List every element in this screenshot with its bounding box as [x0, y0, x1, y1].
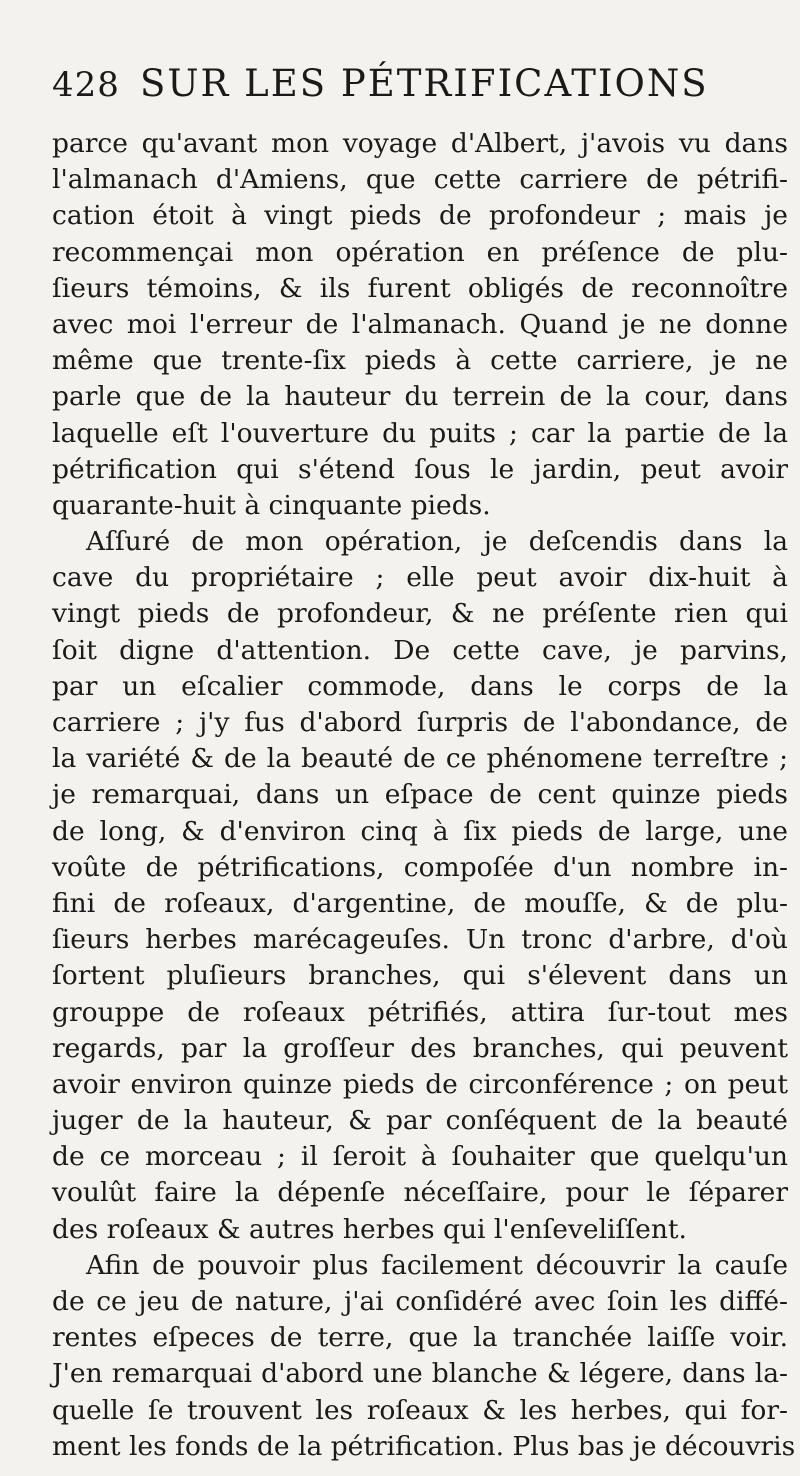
text-line: juger de la hauteur, & par conſéquent de la beauté [52, 1105, 788, 1137]
text-line: ſortent pluſieurs branches, qui s'élevent dans un [52, 960, 788, 992]
paragraph [52, 1248, 796, 1465]
paragraph [52, 126, 788, 524]
text-line: J'en remarquai d'abord une blanche & légere, dans la- [52, 1358, 788, 1390]
paragraph [52, 524, 788, 1248]
text-line: même que trente-ſix pieds à cette carriere, je ne [52, 345, 788, 377]
page-number: 428 [52, 65, 120, 105]
text-line: de long, & d'environ cinq à ſix pieds de large, une [52, 815, 788, 847]
text-line: cation étoit à vingt pieds de profondeur ; mais je [52, 200, 788, 232]
text-line: parce qu'avant mon voyage d'Albert, j'avois vu dans [52, 128, 788, 159]
text-line: recommençai mon opération en préſence de plu- [52, 236, 788, 268]
text-line: l'almanach d'Amiens, que cette carriere de pétrifi- [52, 164, 788, 196]
text-line: rentes eſpeces de terre, que la tranchée laiſſe voir. [52, 1322, 788, 1354]
text-line: carriere ; j'y fus d'abord ſurpris de l'abondance, de [52, 707, 788, 738]
text-line: ment les fonds de la pétrification. Plus bas je découvris [52, 1430, 796, 1462]
text-line: ſoit digne d'attention. De cette cave, je parvins, [52, 634, 788, 666]
text-line: ſieurs herbes marécageuſes. Un tronc d'arbre, d'où [52, 924, 788, 956]
text-line: cave du propriétaire ; elle peut avoir dix-huit à [52, 562, 788, 594]
running-title: SUR LES PÉTRIFICATIONS [140, 62, 709, 105]
text-line: avoir environ quinze pieds de circonférence ; on peut [52, 1068, 788, 1100]
text-line: de ce morceau ; il ſeroit à ſouhaiter que quelqu'un [52, 1141, 788, 1173]
text-line: par un eſcalier commode, dans le corps de la [52, 670, 788, 702]
text-line: fini de roſeaux, d'argentine, de mouſſe, & de plu- [52, 887, 788, 919]
text-line: vingt pieds de profondeur, & ne préſente rien qui [52, 598, 788, 630]
running-head [52, 62, 788, 126]
text-line: voûte de pétrifications, compoſée d'un nombre in- [52, 851, 788, 883]
text-line: ſieurs témoins, & ils furent obligés de reconnoître [52, 272, 788, 304]
text-line: grouppe de roſeaux pétrifiés, attira ſur-tout mes [52, 996, 788, 1028]
text-line: la variété & de la beauté de ce phénomene terreſtre ; [52, 743, 788, 775]
text-line: de ce jeu de nature, j'ai conſidéré avec ſoin les diffé- [52, 1286, 788, 1317]
text-line: Afin de pouvoir plus facilement découvrir la cauſe [86, 1249, 788, 1281]
body-text [52, 126, 796, 1465]
text-line: voulût faire la dépenſe néceſſaire, pour le ſéparer [52, 1177, 788, 1209]
text-line: laquelle eſt l'ouverture du puits ; car la partie de la [52, 417, 788, 449]
text-line: pétrification qui s'étend ſous le jardin, peut avoir [52, 453, 788, 485]
text-line: parle que de la hauteur du terrein de la cour, dans [52, 381, 788, 413]
text-line: Aſſuré de mon opération, je deſcendis dans la [86, 526, 788, 558]
text-line: quelle ſe trouvent les roſeaux & les herbes, qui for- [52, 1394, 788, 1426]
text-line: avec moi l'erreur de l'almanach. Quand je ne donne [52, 308, 788, 340]
text-line: quarante-huit à cinquante pieds. [52, 489, 491, 521]
text-line: des roſeaux & autres herbes qui l'enſeveliſſent. [52, 1213, 687, 1245]
text-line: regards, par la groſſeur des branches, qui peuvent [52, 1032, 788, 1064]
text-line: je remarquai, dans un eſpace de cent quinze pieds [52, 779, 788, 811]
